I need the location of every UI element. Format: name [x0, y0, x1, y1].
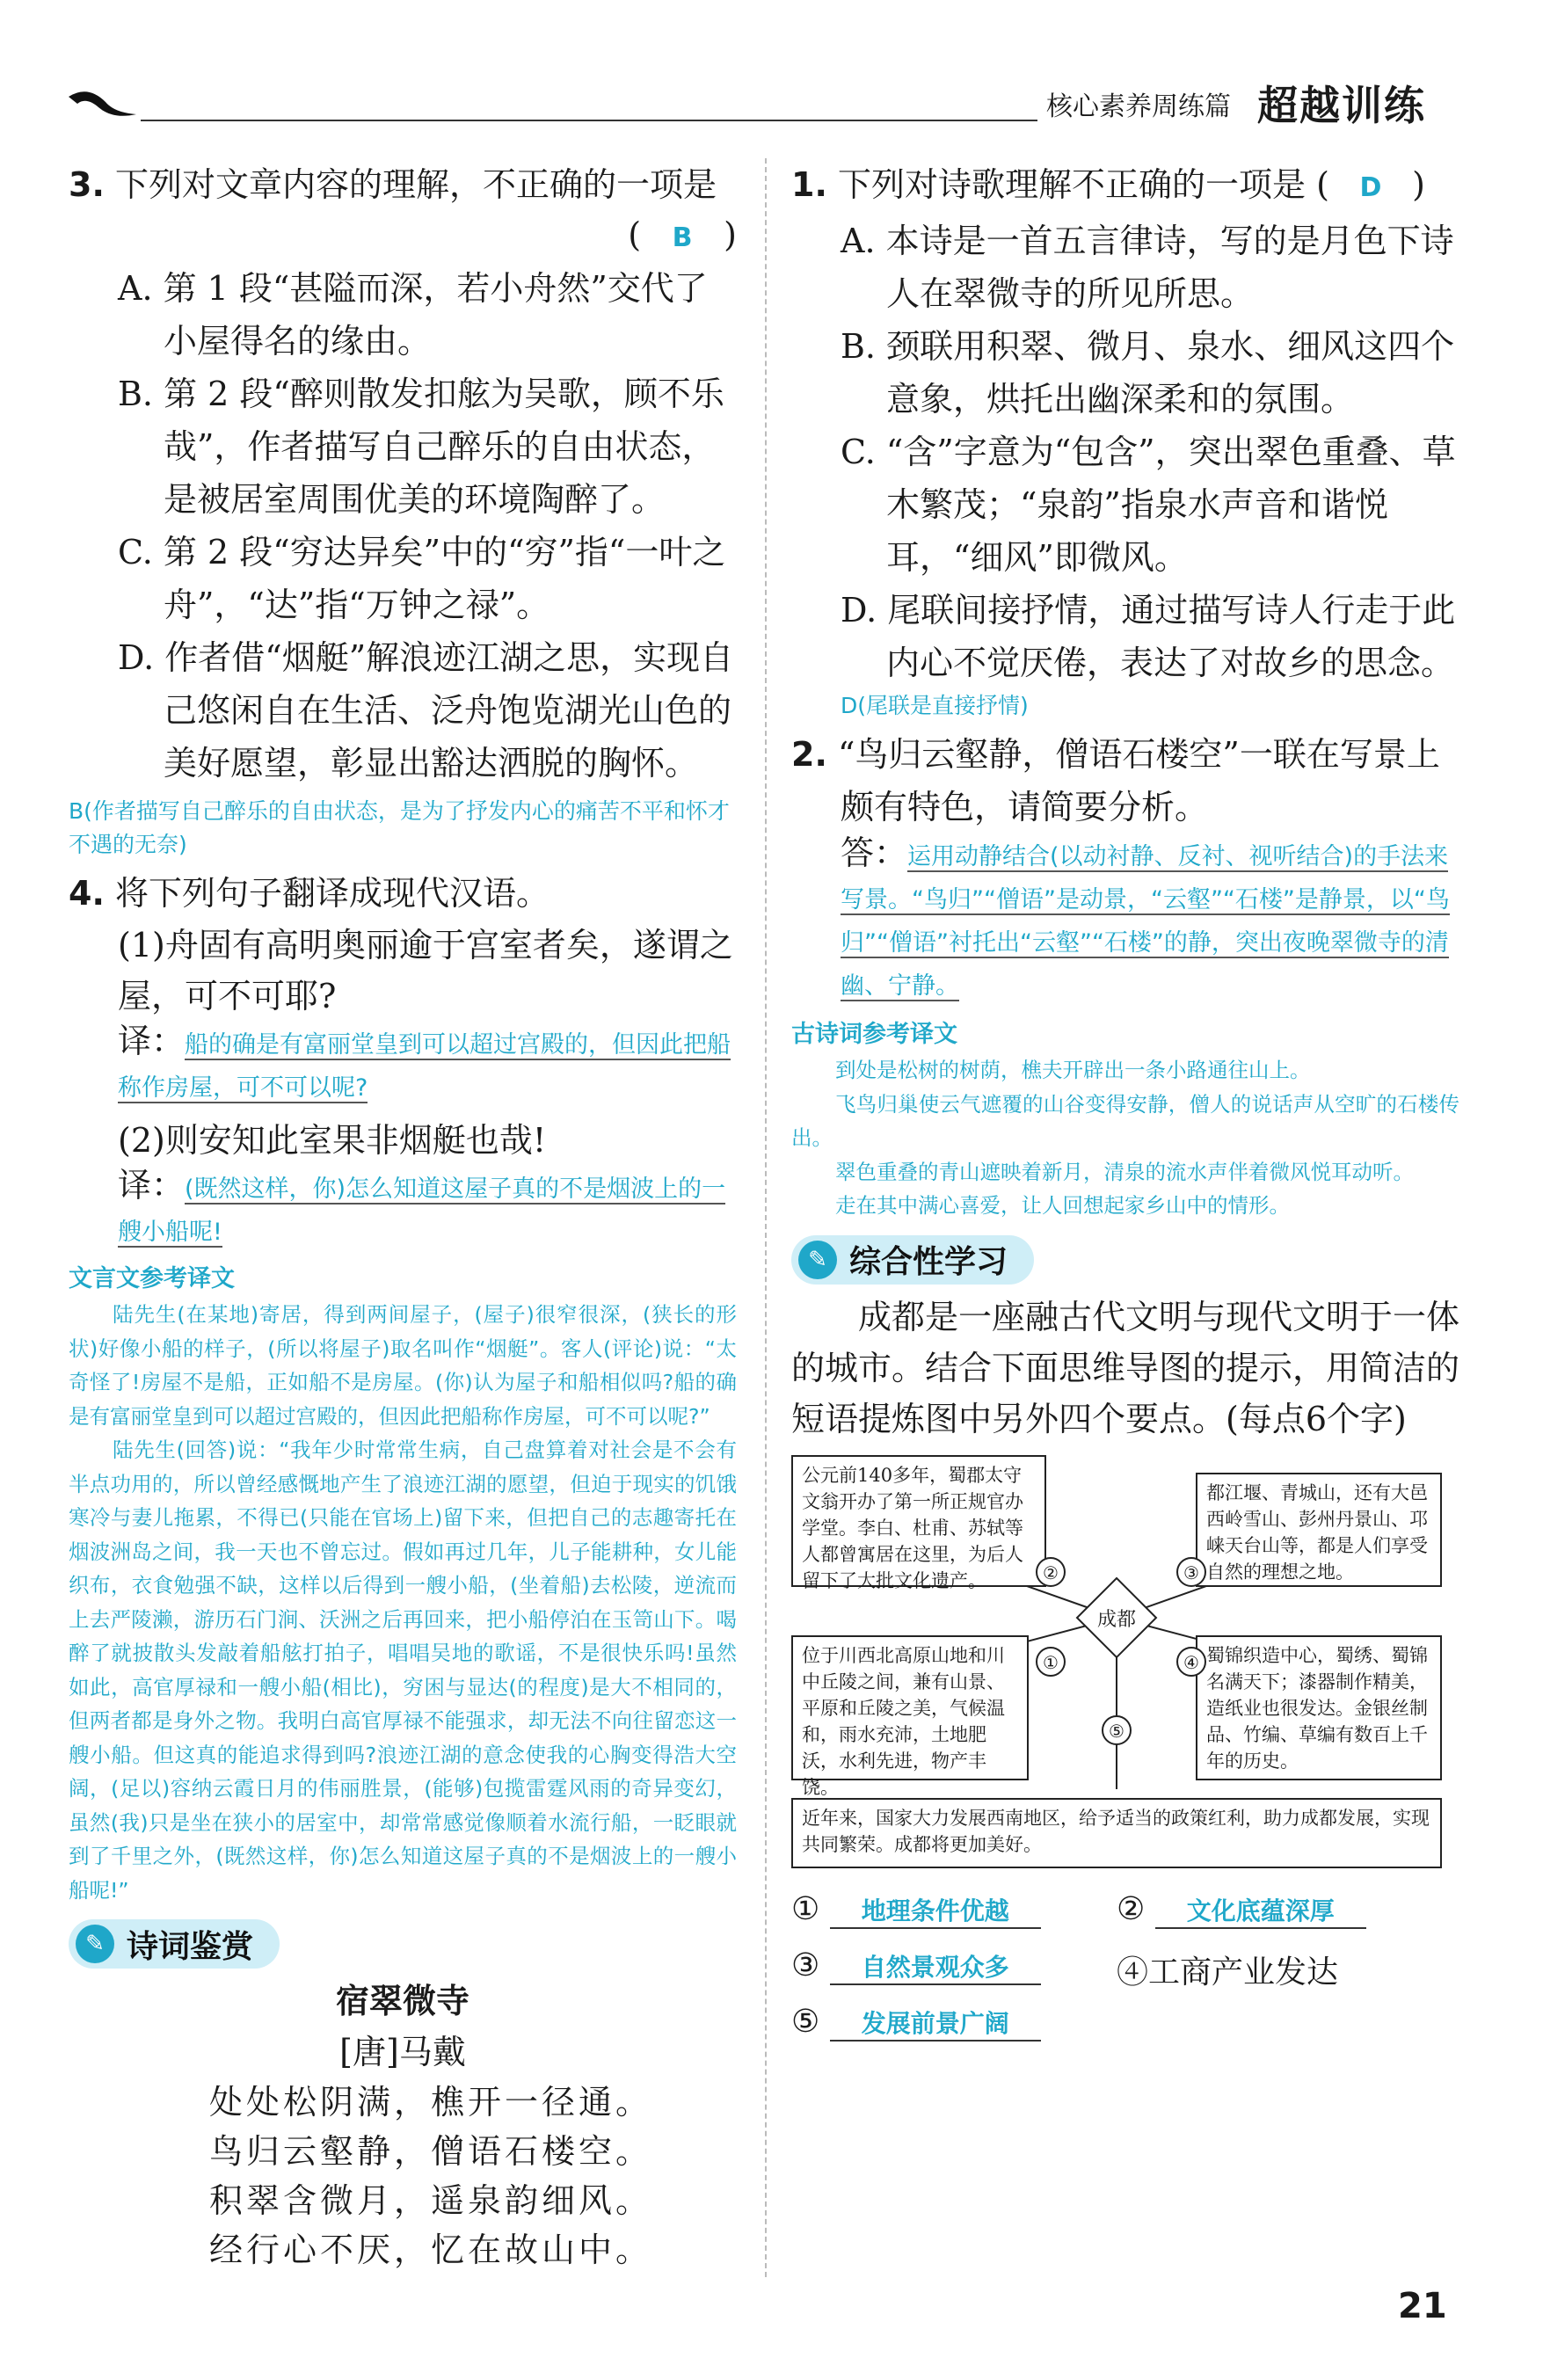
- answer-2: ② 文化底蕴深厚: [1117, 1891, 1366, 1929]
- poem-line-3: 积翠含微月，遥泉韵细风。: [209, 2181, 653, 2220]
- poem-title: 宿翠微寺: [335, 1981, 469, 2020]
- q1-option-c: C. “含”字意为“包含”，突出翠色重叠、草木繁茂；“泉韵”指泉水声音和谐悦耳，“细风”即微风。: [841, 433, 1456, 577]
- mindmap-box-industry: 蜀锦织造中心，蜀绣、蜀锦名满天下；漆器制作精美，造纸业也很发达。金银丝制品、竹编、草编有数百上千年的历史。: [1196, 1635, 1442, 1780]
- left-column: [69, 158, 737, 2274]
- page-number: 21: [1398, 2286, 1447, 2326]
- column-separator: [765, 158, 767, 2277]
- q4-sentence-1: (1)舟固有高明奥丽逾于宫室者矣，遂谓之屋，可不可耶?: [118, 926, 733, 1015]
- pencil-icon: ✎: [798, 1241, 837, 1279]
- mindmap-box-future: 近年来，国家大力发展西南地区，给予适当的政策红利，助力成都发展，实现共同繁荣。成都将更加美好。: [791, 1798, 1442, 1868]
- answer-4: ④工商产业发达: [1117, 1954, 1339, 1991]
- q3-option-d: D. 作者借“烟艇”解浪迹江湖之思，实现自己悠闲自在生活、泛舟饱览湖光山色的美好愿望，彰显出豁达洒脱的胸怀。: [118, 638, 734, 782]
- poem-ref-para-3: 翠色重叠的青山遮映着新月，清泉的流水声伴着微风悦耳动听。: [835, 1159, 1414, 1184]
- mindmap-num-5: ⑤: [1102, 1715, 1132, 1745]
- q3-explanation: B(作者描写自己醉乐的自由状态，是为了抒发内心的痛苦不平和怀才不遇的无奈): [69, 798, 730, 857]
- q4-translation-2: 译：(既然这样，你)怎么知道这屋子真的不是烟波上的一艘小船呢!: [118, 1166, 726, 1246]
- q4-sentence-2: (2)则安知此室果非烟艇也哉!: [118, 1121, 547, 1160]
- classical-ref-para-2: 陆先生(回答)说：“我年少时常常生病，自己盘算着对社会是不会有半点功用的，所以曾经感慨地产生了浪迹江湖的愿望，但迫于现实的饥饿寒冷与妻儿拖累，不得已(只能在官场上)留下来，但把自己的志趣寄托在烟波洲岛之间，我一天也不曾忘过。假如再过几年，儿子能耕种，女儿能织布，衣食勉强不缺，这样以后得到一艘小船，(坐着船)去松陵，逆流而上去严陵濑，游历石门涧、沃洲之后再回来，把小船停泊在玉笥山下。喝醉了就披散头发敲着船舷打拍子，唱唱吴地的歌谣，不是很快乐吗!虽然如此，高官厚禄和一艘小船(相比)，穷困与显达(的程度)是大不相同的，但两者都是身外之物。我明白高官厚禄不能强求，却无法不向往留恋这一艘小船。但这真的能追求得到吗?浪迹江湖的意念使我的心胸变得浩大空阔，(足以)容纳云霞日月的伟丽胜景，(能够)包揽雷霆风雨的奇异变幻，虽然(我)只是坐在狭小的居室中，却常常感觉像顺着水流行船，一眨眼就到了千里之外，(既然这样，你)怎么知道这屋子真的不是烟波上的一艘小船呢!”: [69, 1437, 738, 1903]
- poem-ref-para-1: 到处是松树的树荫，樵夫开辟出一条小路通往山上。: [835, 1058, 1311, 1082]
- study-answers: [791, 1891, 1442, 2058]
- q3-option-b: B. 第 2 段“醉则散发扣舷为吴歌，顾不乐哉”，作者描写自己醉乐的自由状态，是被居室周围优美的环境陶醉了。: [118, 375, 724, 519]
- q1-option-d: D. 尾联间接抒情，通过描写诗人行走于此内心不觉厌倦，表达了对故乡的思念。: [841, 591, 1456, 682]
- mindmap-num-2: ②: [1036, 1557, 1066, 1587]
- q1-stem: 1. 下列对诗歌理解不正确的一项是 ( D ): [791, 158, 1459, 215]
- pencil-icon: ✎: [76, 1925, 114, 1963]
- mindmap: [791, 1455, 1442, 1877]
- swoosh-logo-icon: [62, 77, 141, 130]
- poem-line-4: 经行心不厌，忆在故山中。: [209, 2231, 653, 2269]
- q3-option-c: C. 第 2 段“穷达异矣”中的“穷”指“一叶之舟”，“达”指“万钟之禄”。: [118, 533, 726, 624]
- q3-stem: 3. 下列对文章内容的理解，不正确的一项是: [69, 165, 717, 204]
- q1-option-b: B. 颈联用积翠、微月、泉水、细风这四个意象，烘托出幽深柔和的氛围。: [841, 327, 1455, 419]
- poem-ref-para-2: 飞鸟归巢使云气遮覆的山谷变得安静，僧人的说话声从空旷的石楼传出。: [791, 1091, 1459, 1150]
- q3-option-a: A. 第 1 段“甚隘而深，若小舟然”交代了小屋得名的缘由。: [118, 269, 708, 360]
- header-rule: [141, 120, 1037, 121]
- poem-line-2: 鸟归云壑静，僧语石楼空。: [209, 2132, 653, 2171]
- q1-option-a: A. 本诗是一首五言律诗，写的是月色下诗人在翠微寺的所见所思。: [841, 222, 1454, 313]
- mindmap-box-geography: 位于川西北高原山地和川中丘陵之间，兼有山景、平原和丘陵之美，气候温和，雨水充沛，土地肥沃，水利先进，物产丰饶。: [791, 1635, 1029, 1780]
- classical-ref-para-1: 陆先生(在某地)寄居，得到两间屋子，(屋子)很窄很深，(狭长的形状)好像小船的样子，(所以将屋子)取名叫作“烟艇”。客人(评论)说：“太奇怪了!房屋不是船，正如船不是房屋。(你)认为屋子和船相似吗?船的确是有富丽堂皇到可以超过宫殿的，但因此把船称作房屋，可不可以呢?”: [69, 1302, 737, 1429]
- q2-stem: 2. “鸟归云壑静，僧语石楼空”一联在写景上颇有特色，请简要分析。: [791, 735, 1440, 826]
- poem-ref-para-4: 走在其中满心喜爱，让人回想起家乡山中的情形。: [835, 1193, 1290, 1218]
- mindmap-box-culture: 公元前140多年，蜀郡太守文翁开办了第一所正规官办学堂。李白、杜甫、苏轼等人都曾寓居在这里，为后人留下了大批文化遗产。: [791, 1455, 1046, 1587]
- poem-line-1: 处处松阴满，樵开一径通。: [209, 2083, 653, 2122]
- q4-stem: 4. 将下列句子翻译成现代汉语。: [69, 874, 550, 913]
- answer-1: ① 地理条件优越: [791, 1891, 1041, 1929]
- mindmap-center: 成都: [1096, 1608, 1136, 1631]
- header: [62, 77, 1486, 130]
- poem-ref-title: 古诗词参考译文: [791, 1021, 957, 1048]
- right-column: [791, 158, 1459, 2058]
- q2-answer: 答：运用动静结合(以动衬静、反衬、视听结合)的手法来写景。“鸟归”“僧语”是动景，“云壑”“石楼”是静景，以“鸟归”“僧语”衬托出“云壑”“石楼”的静，突出夜晚翠微寺的清幽、宁静。: [841, 833, 1450, 1000]
- q3-answer-blank: ( B ): [69, 211, 737, 262]
- answer-5: ⑤ 发展前景广阔: [791, 2004, 1041, 2042]
- answer-3: ③ 自然景观众多: [791, 1947, 1041, 1985]
- mindmap-num-4: ④: [1176, 1647, 1206, 1677]
- study-section-heading: ✎ 综合性学习: [791, 1235, 1034, 1285]
- mindmap-box-nature: 都江堰、青城山，还有大邑西岭雪山、彭州丹景山、邛崃天台山等，都是人们享受自然的理想之地。: [1196, 1473, 1442, 1587]
- q3-answer: B: [672, 222, 693, 253]
- mindmap-num-3: ③: [1176, 1557, 1206, 1587]
- q1-answer: D: [1359, 172, 1382, 203]
- poem-section-heading: ✎ 诗词鉴赏: [69, 1919, 280, 1969]
- poem-author: [唐]马戴: [339, 2033, 466, 2071]
- mindmap-num-1: ①: [1036, 1647, 1066, 1677]
- classical-ref-title: 文言文参考译文: [69, 1265, 235, 1292]
- header-section-label: 核心素养周练篇: [1046, 91, 1231, 122]
- header-brand: 超越训练: [1257, 82, 1426, 129]
- q1-explanation: D(尾联是直接抒情): [841, 693, 1029, 718]
- poem-section-wrap: [69, 1919, 737, 1969]
- study-prompt: 成都是一座融古代文明与现代文明于一体的城市。结合下面思维导图的提示，用简洁的短语提炼图中另外四个要点。(每点6个字): [791, 1297, 1460, 1438]
- study-section-wrap: [791, 1235, 1459, 1285]
- q4-translation-1: 译：船的确是有富丽堂皇到可以超过宫殿的，但因此把船称作房屋，可不可以呢?: [118, 1022, 731, 1102]
